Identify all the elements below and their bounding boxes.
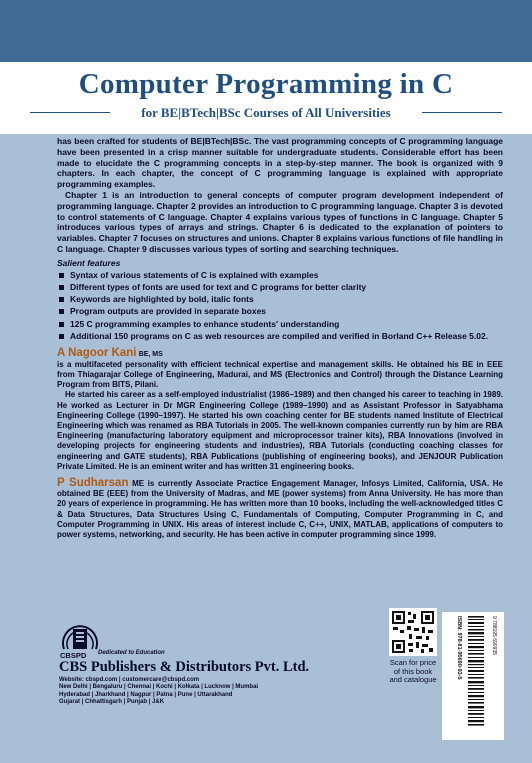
book-title: Computer Programming in C [78,68,454,100]
author-bio-2 [57,478,503,540]
author-bio-text: is a multifaceted personality with efficient technical expertise and management skills. He obtained his BE in EEE from Thiagarajar College of Engineering, Madurai, and MS (Electronics and Control) through the Distance Learning Program from BITS, Pilani. [57,359,503,390]
intro-paragraph: has been crafted for students of BE|BTech|BSc. The vast programming concepts of C programming language have been presented in a crisp manner suitable for undergraduate students. Considerable effort has been made to elucidate the C programming concepts in a step-by-step manner. The book is organized with 9 chapters. In each chapter, the concept of C programming language is explained with appropriate programming examples. [57,136,503,190]
features-heading: Salient features [57,257,121,268]
isbn-label: ISBN: 978-81-95690-93-5 [456,616,462,680]
feature-item: Program outputs are provided in separate boxes [57,306,503,317]
square-bullet-icon [59,297,64,302]
title-panel [0,62,532,134]
publisher-cities: Hyderabad | Jharkhand | Nagpur | Patna | Pune | Uttarakhand [59,691,233,698]
qr-caption: Scan for price of this book and catalogue [389,658,437,685]
author-bio-text: ME is currently Associate Practice Engagement Manager, Infosys Limited, California, USA. He obtained BE (EEE) from the University of Madras, and ME (power systems) from Anna University. He has more than 20 years of experience in programming. He has written more than 10 books, including the well-acknowledged titles C & Data Structures, Data Structures Using C, Fundamentals of Computing, Computer Programming in C, and Computer Programming in UNIX. His areas of interest include C, C++, UNIX, MATLAB, applications of computers to power systems, networking, and security. He has been active in computer programming since 1999. [57,478,503,539]
feature-item: 125 C programming examples to enhance students' understanding [57,319,503,330]
publisher-cities: Gujarat | Chhattisgarh | Punjab | J&K [59,699,165,706]
publisher-cities: New Delhi | Bengaluru | Chennai | Kochi | Kolkata | Lucknow | Mumbai [59,684,259,691]
feature-item: Syntax of various statements of C is explained with examples [57,270,503,281]
square-bullet-icon [59,309,64,314]
qr-code-icon [389,608,437,656]
author-degree: BE, MS [138,350,163,358]
description [57,136,503,540]
author-name: A Nagoor Kani [57,346,137,359]
publisher-logo-text: CBSPD [60,651,87,660]
square-bullet-icon [59,273,64,278]
square-bullet-icon [59,285,64,290]
subtitle-rule-right [422,112,502,113]
author-bio-1-career: He started his career as a self-employed industrialist (1986–1989) and then changed his career to teaching in 1989. He worked as Lecturer in Dr MGR Engineering College (1989–1990) and as Assistant Professor in Satyabhama Engineering College (1990–1997). He started his own coaching center for BE students named Institute of Electrical Engineering which was renamed as RBA Tutorials in 2005. The well-known companies currently run by him are RBA Engineering (manufacturing laboratory equipment and microprocessor trainer kits), RBA Innovations (involved in developing projects for engineering students and industries), RBA Tutorials (conducting coaching classes for engineering and GATE students), RBA Publications (publishing of engineering books), and JENJOUR Publication Private Limited. He is an eminent writer and has written 31 engineering books. [57,390,503,471]
publisher-details [59,677,329,707]
feature-item: Keywords are highlighted by bold, italic fonts [57,294,503,305]
barcode-digits: 9 788195 690935 [491,616,497,655]
square-bullet-icon [59,334,64,339]
publisher-tagline: Dedicated to Education [98,650,165,656]
author-name: P Sudharsan [57,476,129,489]
feature-item: Different types of fonts are used for text and C programs for better clarity [57,282,503,293]
features-list [57,270,503,342]
book-subtitle: for BE|BTech|BSc Courses of All Universities [141,105,391,120]
square-bullet-icon [59,322,64,327]
publisher-website: Website: cbspd.com | customercare@cbspd.com [59,677,200,683]
top-color-band [0,0,532,62]
publisher-name: CBS Publishers & Distributors Pvt. Ltd. [59,659,310,675]
author-bio-1 [57,348,503,391]
publisher-logo [59,615,101,651]
feature-item: Additional 150 programs on C as web resources are compiled and verified in Borland C++ Release 5.02. [57,331,503,342]
chapter-summary-paragraph: Chapter 1 is an introduction to general concepts of computer program development independent of programming language. Chapter 2 provides an introduction to C programming language. Chapter 3 is devoted to control statements of C language. Chapter 4 explains various types of functions in C language. Chapter 5 introduces various types of arrays and strings. Chapter 6 is dedicated to the explanation of pointers to variables. Chapter 7 focuses on structures and unions. Chapter 8 explains various functions of file handling in C language. Chapter 9 discusses various types of sorting and searching techniques. [57,189,503,254]
